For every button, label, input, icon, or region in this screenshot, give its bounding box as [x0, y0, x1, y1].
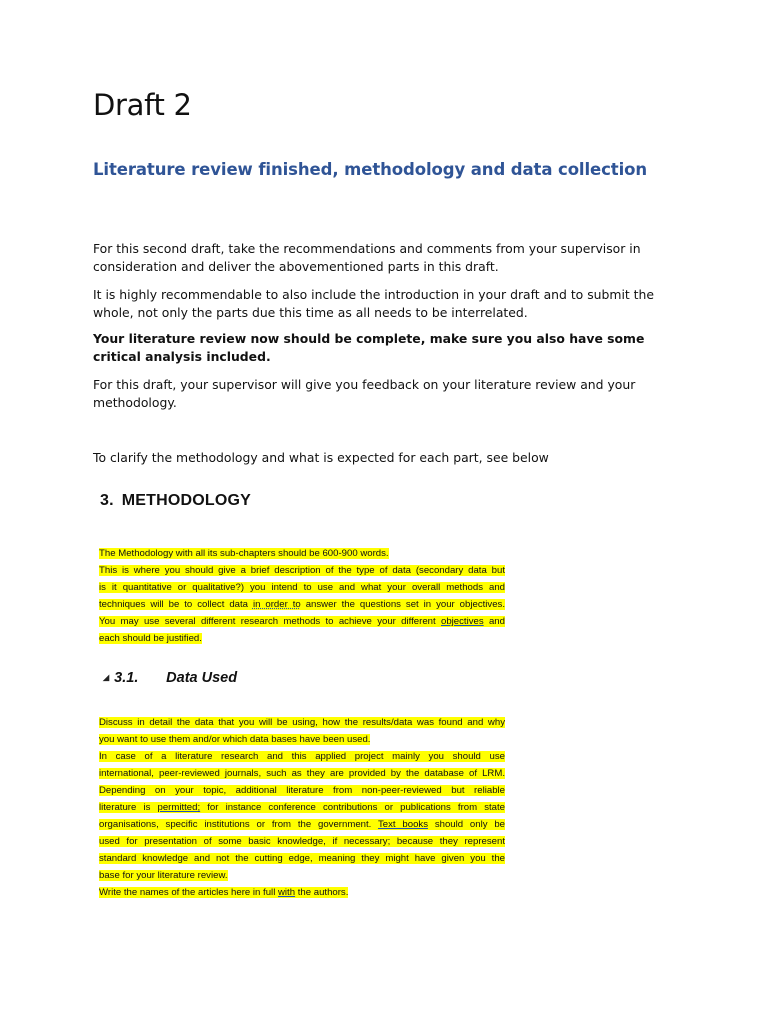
paragraph-literature-review-bold: Your literature review now should be complete, make sure you also have some critical analysis included.	[93, 331, 645, 364]
data-used-line: base for your literature review.	[99, 870, 228, 881]
data-used-heading-text: Data Used	[166, 670, 238, 686]
methodology-line: You may use several different research methods to achieve your different objectives and	[99, 616, 505, 627]
grammar-flag-permitted[interactable]: permitted;	[157, 802, 201, 813]
methodology-line: techniques will be to collect data in order to answer the questions set in your objectives.	[99, 599, 506, 610]
paragraph-supervisor-feedback: For this draft, your supervisor will give you feedback on your literature review and your methodology.	[93, 377, 636, 410]
methodology-heading-text: METHODOLOGY	[121, 492, 252, 509]
methodology-line: is it quantitative or qualitative?) you intend to use and what your overall methods and	[99, 582, 505, 593]
data-used-line: organisations, specific institutions or from the government. Text books should only be	[99, 819, 505, 830]
data-used-line: used for presentation of some basic knowledge, if necessary; because they represent	[99, 836, 505, 847]
methodology-line: This is where you should give a brief description of the type of data (secondary data but	[99, 565, 505, 576]
grammar-flag-in-order-to[interactable]: in order to	[252, 599, 301, 610]
paragraph-clarify-methodology: To clarify the methodology and what is expected for each part, see below	[93, 450, 549, 465]
data-used-line: Depending on your topic, additional literature from non-peer-reviewed but reliable	[99, 785, 505, 796]
data-used-line: In case of a literature research and this applied project mainly you should use	[99, 751, 505, 762]
document-subtitle: Literature review finished, methodology and data collection	[93, 160, 648, 179]
methodology-heading-number: 3.	[100, 492, 114, 509]
grammar-flag-objectives[interactable]: objectives	[440, 616, 484, 627]
data-used-instructions	[99, 714, 505, 901]
data-used-heading-number: 3.1.	[114, 670, 139, 686]
paragraph-include-introduction: It is highly recommendable to also include the introduction in your draft and to submit the whole, not only the parts due this time as all needs to be interrelated.	[93, 287, 655, 320]
methodology-instructions	[99, 545, 505, 647]
methodology-line: The Methodology with all its sub-chapters should be 600-900 words.	[99, 548, 389, 559]
methodology-heading	[100, 492, 251, 510]
data-used-line: Write the names of the articles here in full with the authors.	[99, 887, 349, 898]
data-used-line: you want to use them and/or which data bases have been used.	[99, 734, 371, 745]
collapse-triangle-icon[interactable]: ◢	[103, 673, 110, 682]
document-title: Draft 2	[93, 88, 192, 122]
data-used-line: literature is permitted; for instance conference contributions or publications from state	[99, 802, 505, 813]
paragraph-second-draft: For this second draft, take the recommendations and comments from your supervisor in consideration and deliver the abovementioned parts in this draft.	[93, 241, 641, 274]
data-used-line: standard knowledge and not the cutting edge, meaning they might have given you the	[99, 853, 505, 864]
grammar-flag-text-books[interactable]: Text books	[377, 819, 428, 830]
methodology-line: each should be justified.	[99, 633, 202, 644]
data-used-line: Discuss in detail the data that you will be using, how the results/data was found and why	[99, 717, 505, 728]
data-used-heading[interactable]	[103, 670, 237, 686]
data-used-line: international, peer-reviewed journals, such as they are provided by the database of LRM.	[99, 768, 505, 779]
grammar-flag-with[interactable]: with	[278, 887, 296, 898]
